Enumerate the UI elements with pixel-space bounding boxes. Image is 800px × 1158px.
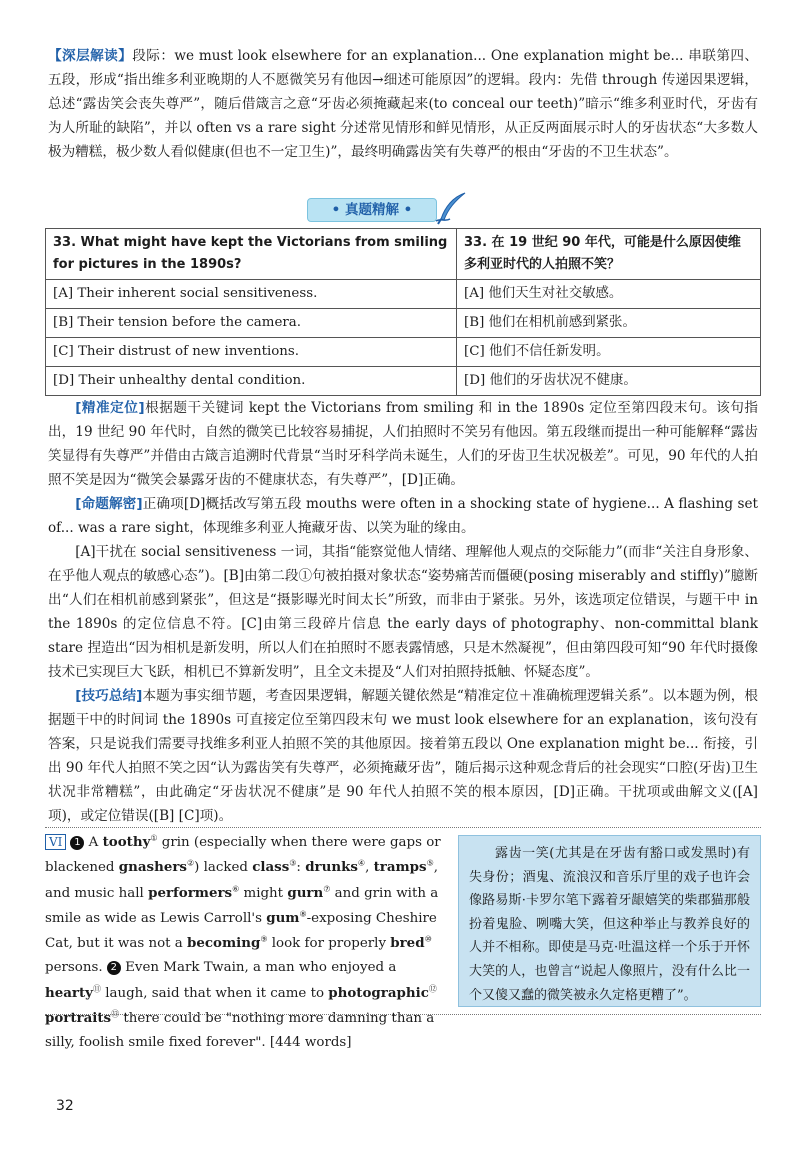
question-stem-row [46,229,761,280]
question-stem-zh: 33. 在 19 世纪 90 年代，可能是什么原因使维多利亚时代的人拍照不笑？ [457,229,761,280]
option-c-en: [C] Their distrust of new inventions. [46,338,457,367]
locate-paragraph [48,396,758,492]
divider-bottom [45,1014,761,1015]
translation-box [458,835,761,1007]
option-c-zh: [C] 他们不信任新发明。 [457,338,761,367]
section-title-label: • 真题精解 • [307,198,437,222]
sentence-number-2: 2 [107,961,121,975]
option-row-c [46,338,761,367]
word-count: [444 words] [269,1035,352,1051]
skill-tag: [技巧总结] [75,688,143,704]
reading-passage: VI 1 A toothy① grin (especially when there were gaps or blackened gnashers②) lacked class③: drunks④, tramps⑤, and music hall performers⑥ might gurn⑦ and grin with a smile as wide as Lewis Carroll's gum⑧-exposing Cheshire Cat, but it was not a becoming⑨ look for properly bred⑩ persons. 2 Even Mark Twain, a man who enjoyed a hearty⑪ laugh, said that when it came to photographic⑫ portraits⑬ there could be "nothing more damning than a silly, foolish smile fixed forever". [444 words] [45,833,441,1051]
deep-analysis-paragraph [48,44,758,164]
option-b-en: [B] Their tension before the camera. [46,309,457,338]
decode-tag: [命题解密] [75,496,143,512]
option-row-a [46,280,761,309]
question-stem-en: 33. What might have kept the Victorians from smiling for pictures in the 1890s? [46,229,457,280]
option-d-en: [D] Their unhealthy dental condition. [46,367,457,396]
option-row-d [46,367,761,396]
divider-top [45,827,761,828]
sentence-number-1: 1 [70,836,84,850]
paragraph-mark: VI [45,834,66,850]
section-title [295,195,480,225]
decode-paragraph-2: [A]干扰在 social sensitiveness 一词，其指“能察觉他人情绪、理解他人观点的交际能力”(而非“关注自身形象、在乎他人观点的敏感心态”)。[B]由第二段①句被拍摄对象状态“姿势痛苦而僵硬(posing miserably and stiffly)”臆断出“人们在相机前感到紧张”，但这是“摄影曝光时间太长”所致，而非由于紧张。另外，该选项定位错误，与题干中 in the 1890s 的定位信息不符。[C]由第三段碎片信息 the early days of photography、non-committal blank stare 捏造出“因为相机是新发明，所以人们在拍照时不愿表露情感，只是木然凝视”，但由第四段可知“90 年代时摄像技术已实现巨大飞跃，相机已不算新发明”，且全文未提及“人们对拍照持抵触、怀疑态度”。 [48,544,758,680]
question-table [45,228,761,396]
translation-text: 露齿一笑(尤其是在牙齿有豁口或发黑时)有失身份；酒鬼、流浪汉和音乐厅里的戏子也许会像路易斯·卡罗尔笔下露着牙龈嬉笑的柴郡猫那般扮着鬼脸、咧嘴大笑，但这种举止与教养良好的人并不相称。即使是马克·吐温这样一个乐于开怀大笑的人，也曾言“说起人像照片，没有什么比一个又傻又蠢的微笑被永久定格更糟了”。 [469,846,750,1003]
option-row-b [46,309,761,338]
skill-text: 本题为事实细节题，考查因果逻辑，解题关键依然是“精准定位＋准确梳理逻辑关系”。以本题为例，根据题干中的时间词 the 1890s 可直接定位至第四段末句 we must look elsewhere for an explanation，该句没有答案，只是说我们需要寻找维多利亚人拍照不笑的其他原因。接着第五段以 One explanation might be... 衔接，引出 90 年代人拍照不笑之因“认为露齿笑有失尊严，必须掩藏牙齿”，随后揭示这种观念背后的社会现实“口腔(牙齿)卫生状况非常糟糕”，由此确定“牙齿状况不健康”是 90 年代人拍照不笑的根本原因，[D]正确。干扰项或曲解文义([A]项)，或定位错误([B] [C]项)。 [48,688,758,824]
decode-paragraph [48,492,758,540]
option-a-zh: [A] 他们天生对社交敏感。 [457,280,761,309]
locate-tag: [精准定位] [75,400,145,416]
option-a-en: [A] Their inherent social sensitiveness. [46,280,457,309]
option-d-zh: [D] 他们的牙齿状况不健康。 [457,367,761,396]
page-number: 32 [56,1098,74,1114]
option-b-zh: [B] 他们在相机前感到紧张。 [457,309,761,338]
deep-analysis-text: 段际：we must look elsewhere for an explanation... One explanation might be... 串联第四、五段，形成“指出维多利亚晚期的人不愿微笑另有他因→细述可能原因”的逻辑。段内：先借 through 传递因果逻辑，总述“露齿笑会丧失尊严”，随后借箴言之意“牙齿必须掩藏起来(to conceal our teeth)”暗示“维多利亚时代，牙齿有为人所耻的缺陷”，并以 often vs a rare sight 分述常见情形和鲜见情形，从正反两面展示时人的牙齿状态“大多数人极为糟糕，极少数人看似健康(但也不一定卫生)”，最终明确露齿笑有失尊严的根由“牙齿的不卫生状态”。 [48,48,758,160]
decode-text: 正确项[D]概括改写第五段 mouths were often in a shocking state of hygiene... A flashing set of... was a rare sight，体现维多利亚人掩藏牙齿、以笑为耻的缘由。 [48,496,758,536]
deep-analysis-tag: 【深层解读】 [48,48,133,64]
quill-pen-icon [435,191,469,225]
locate-text: 根据题干关键词 kept the Victorians from smiling 和 in the 1890s 定位至第四段末句。该句指出，19 世纪 90 年代时，自然的微笑已比较容易捕捉，人们拍照时不笑另有他因。第五段继而提出一种可能解释“露齿笑显得有失尊严”并借由古箴言追溯时代背景“当时牙科学尚未诞生，人们的牙齿卫生状况极差”。可见，90 年代的人拍照不笑是因为“微笑会暴露牙齿的不健康状态，有失尊严”，[D]正确。 [48,400,758,488]
skill-paragraph [48,684,758,828]
